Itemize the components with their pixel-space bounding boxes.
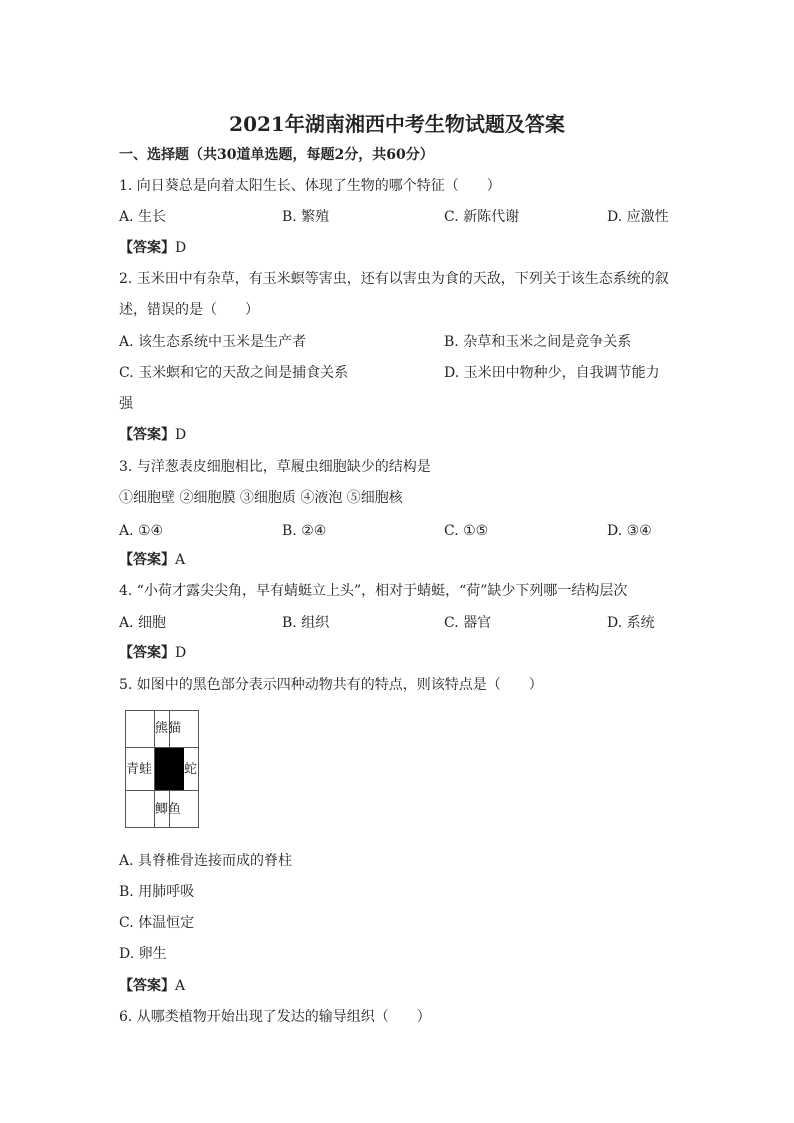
question-1-answer: 【答案】D (119, 240, 187, 256)
question-5-option-b: B. 用肺呼吸 (119, 884, 195, 900)
shared-feature-black-box (155, 748, 184, 790)
question-2-option-b: B. 杂草和玉米之间是竞争关系 (444, 334, 632, 350)
question-5-option-d: D. 卵生 (119, 946, 167, 962)
section-heading: 一、选择题（共30道单选题，每题2分，共60分） (119, 147, 434, 163)
figure-label-top: 熊猫 (155, 721, 182, 736)
figure-label-bottom: 鲫鱼 (155, 802, 182, 817)
question-3-answer: 【答案】A (119, 552, 186, 568)
question-4-answer: 【答案】D (119, 645, 187, 661)
question-5-answer: 【答案】A (119, 978, 186, 994)
question-3-option-b: B. ②④ (282, 523, 327, 539)
question-3-stem-line-2: ①细胞壁 ②细胞膜 ③细胞质 ④液泡 ⑤细胞核 (119, 490, 403, 506)
page-title: 2021年湖南湘西中考生物试题及答案 (229, 112, 565, 136)
question-1-option-b: B. 繁殖 (282, 209, 330, 225)
question-4-option-b: B. 组织 (282, 615, 330, 631)
question-2-answer: 【答案】D (119, 427, 187, 443)
question-2-stem-line-2: 述，错误的是（ ） (119, 302, 259, 318)
question-1-stem: 1. 向日葵总是向着太阳生长、体现了生物的哪个特征（ ） (119, 178, 501, 194)
figure-label-right: 蛇 (184, 762, 198, 777)
figure-label-left: 青蛙 (126, 762, 153, 777)
question-1-option-a: A. 生长 (119, 209, 167, 225)
question-5-stem: 5. 如图中的黑色部分表示四种动物共有的特点，则该特点是（ ） (119, 677, 543, 693)
question-3-option-d: D. ③④ (607, 523, 652, 539)
question-3-stem-line-1: 3. 与洋葱表皮细胞相比，草履虫细胞缺少的结构是 (119, 459, 431, 475)
question-2-option-a: A. 该生态系统中玉米是生产者 (119, 334, 307, 350)
question-6-stem: 6. 从哪类植物开始出现了发达的输导组织（ ） (119, 1009, 431, 1025)
question-4-option-d: D. 系统 (607, 615, 655, 631)
question-5-option-a: A. 具脊椎骨连接而成的脊柱 (119, 853, 293, 869)
question-2-option-d: D. 玉米田中物种少，自我调节能力 (444, 365, 660, 381)
question-5-option-c: C. 体温恒定 (119, 915, 195, 931)
question-3-option-a: A. ①④ (119, 523, 164, 539)
animal-feature-figure (125, 710, 199, 828)
question-4-option-a: A. 细胞 (119, 615, 167, 631)
question-2-stem-line-1: 2. 玉米田中有杂草，有玉米螟等害虫，还有以害虫为食的天敌，下列关于该生态系统的叙 (119, 271, 669, 287)
question-4-option-c: C. 器官 (444, 615, 492, 631)
question-2-option-c: C. 玉米螟和它的天敌之间是捕食关系 (119, 365, 349, 381)
question-4-stem: 4. “小荷才露尖尖角，早有蜻蜓立上头”，相对于蜻蜓，“荷”缺少下列哪一结构层次 (119, 583, 628, 599)
question-3-option-c: C. ①⑤ (444, 523, 489, 539)
question-1-option-d: D. 应激性 (607, 209, 669, 225)
question-2-option-d-continuation: 强 (119, 396, 133, 412)
question-1-option-c: C. 新陈代谢 (444, 209, 520, 225)
